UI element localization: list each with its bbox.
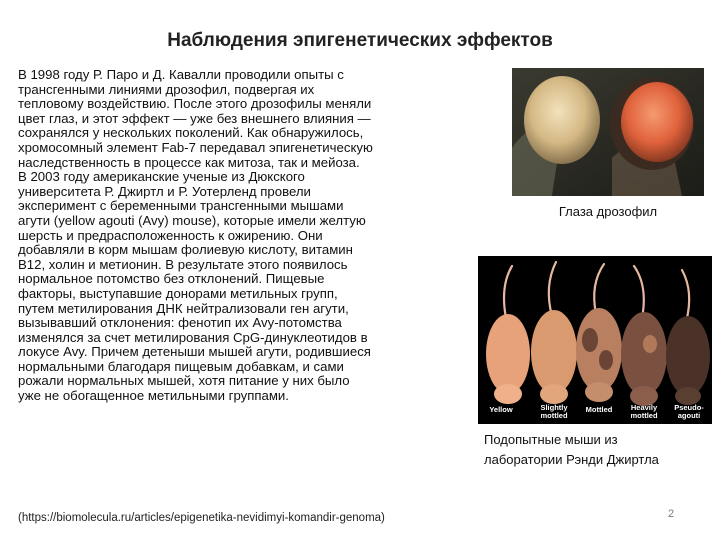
body-line: хромосомный элемент Fab-7 передавал эпигенетическую [18, 139, 373, 155]
body-line: вызывавший отклонения: фенотип их Avy-потомства [18, 315, 342, 331]
slide-title: Наблюдения эпигенетических эффектов [167, 30, 553, 51]
mouse-label: Mottled [585, 405, 613, 414]
mice-caption [484, 430, 714, 470]
body-line: изменялся за счет метилирования CpG-динуклеотидов в [18, 329, 368, 345]
body-line: добавляли в корм мышам фолиевую кислоту, витамин [18, 242, 353, 258]
mouse-mottled [576, 308, 622, 392]
page-number: 2 [668, 508, 675, 520]
agouti-mice-photo [478, 256, 712, 424]
body-line: тепловому воздействию. После этого дрозофилы меняли [18, 96, 372, 112]
body-line: В 2003 году американские ученые из Дюкского [18, 169, 305, 185]
source-link[interactable]: (https://biomolecula.ru/articles/epigenetika-nevidimyi-komandir-genoma) [18, 512, 385, 524]
body-line: цвет глаз, и этот эффект — уже без внешнего влияния — [18, 110, 371, 126]
body-line: нормальное потомство без отклонений. Пищевые [18, 271, 325, 287]
body-line: эксперимент с беременными трансгенными мышами [18, 198, 344, 214]
mouse-label: Yellow [489, 405, 513, 414]
body-line: путем метилирования ДНК нейтрализовали ген агути, [18, 300, 349, 316]
body-line: трансгенными линиями дрозофил, подвергая их [18, 81, 315, 97]
red-eye [621, 82, 693, 162]
mouse-pseudo-agouti [666, 316, 710, 396]
body-line: B12, холин и метионин. В результате этого появилось [18, 256, 348, 272]
body-line: факторы, выступавшие донорами метильных групп, [18, 285, 338, 301]
mouse-yellow [486, 314, 530, 394]
body-line: локусе Avy. Причем детеныши мышей агути, родившиеся [18, 344, 371, 360]
mouse-label: Heavily mottled [630, 403, 658, 420]
body-line: агути (yellow agouti (Avy) mouse), которые имели желтую [18, 212, 366, 228]
mouse-slightly-mottled [531, 310, 577, 394]
body-line: рожали нормальных мышей, хотя питание у них было [18, 373, 350, 389]
drosophila-eyes-photo [512, 68, 704, 196]
mouse-heavily-mottled [621, 312, 667, 396]
body-line: наследственность в процессе как митоза, так и мейоза. [18, 154, 360, 170]
mouse-label: Pseudo- agouti [674, 403, 704, 420]
white-eye [524, 76, 600, 164]
body-line: нормальными благодаря пищевым добавкам, и сами [18, 358, 344, 374]
body-line: В 1998 году Р. Паро и Д. Кавалли проводили опыты с [18, 67, 344, 82]
body-text [18, 68, 468, 404]
body-line: шерсть и предрасположенность к ожирению. Они [18, 227, 323, 243]
mouse-label: Slightly mottled [540, 403, 568, 420]
body-line: уже не обогащенное метильными группами. [18, 388, 289, 404]
mice-caption-line: лаборатории Рэнди Джиртла [484, 452, 659, 467]
body-line: университета Р. Джиртл и Р. Уотерленд провели [18, 183, 311, 199]
mice-caption-line: Подопытные мыши из [484, 432, 618, 447]
eyes-caption: Глаза дрозофил [558, 204, 658, 219]
body-line: сохранялся у нескольких поколений. Как обнаружилось, [18, 125, 364, 141]
